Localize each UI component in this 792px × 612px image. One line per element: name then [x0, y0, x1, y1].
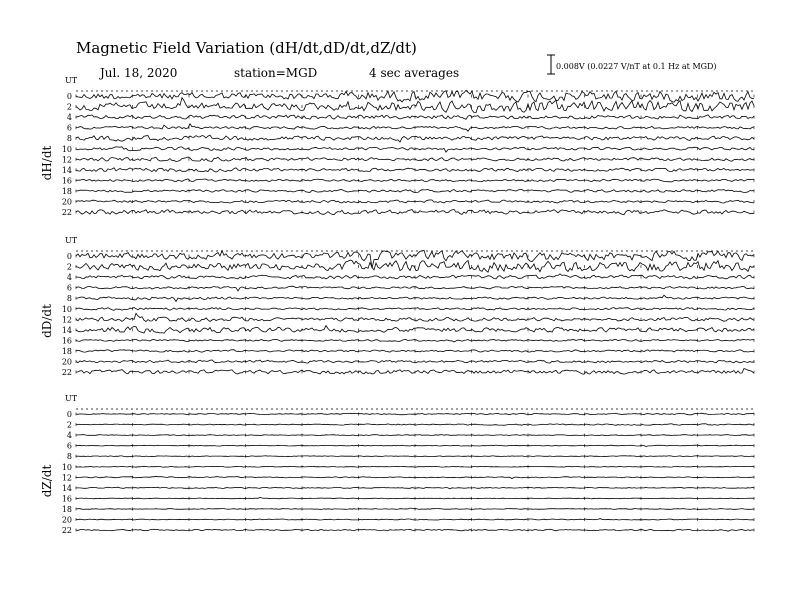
- hour-tick-label: 12: [61, 155, 72, 165]
- hour-tick-label: 4: [66, 431, 72, 441]
- hour-tick-label: 4: [66, 113, 72, 123]
- station-label: station=MGD: [234, 66, 318, 80]
- hour-tick-label: 14: [61, 165, 72, 175]
- scale-bar-label: 0.008V (0.0227 V/nT at 0.1 Hz at MGD): [556, 62, 717, 71]
- hour-tick-label: 22: [61, 208, 72, 218]
- hour-tick-label: 12: [61, 315, 72, 325]
- hour-tick-label: 18: [61, 504, 72, 514]
- hour-tick-label: 20: [61, 515, 72, 525]
- hour-tick-label: 14: [61, 483, 72, 493]
- hour-tick-label: 8: [66, 294, 72, 304]
- hour-tick-label: 18: [61, 186, 72, 196]
- hour-tick-label: 10: [61, 304, 72, 314]
- hour-tick-label: 18: [61, 346, 72, 356]
- hour-tick-label: 16: [61, 494, 72, 504]
- panel-dD-dt: [40, 236, 754, 377]
- date-label: Jul. 18, 2020: [100, 66, 178, 80]
- y-axis-label: dD/dt: [40, 304, 54, 338]
- y-axis-label: dZ/dt: [40, 464, 54, 498]
- hour-tick-label: 12: [61, 473, 72, 483]
- hour-tick-label: 10: [61, 144, 72, 154]
- hour-tick-label: 2: [66, 420, 72, 430]
- chart-title: Magnetic Field Variation (dH/dt,dD/dt,dZ/dt): [76, 39, 417, 57]
- hour-tick-label: 6: [66, 123, 72, 133]
- hour-tick-label: 8: [66, 452, 72, 462]
- hour-tick-label: 16: [61, 336, 72, 346]
- hour-tick-label: 14: [61, 325, 72, 335]
- hour-tick-label: 4: [66, 273, 72, 283]
- hour-tick-label: 2: [66, 102, 72, 112]
- averaging-label: 4 sec averages: [369, 66, 460, 80]
- hour-tick-label: 0: [66, 410, 72, 419]
- hour-tick-label: 22: [61, 368, 72, 378]
- hour-tick-label: 16: [61, 176, 72, 186]
- scale-bar: [547, 55, 717, 74]
- hour-tick-label: 6: [66, 283, 72, 293]
- hour-tick-label: 0: [66, 92, 72, 101]
- hour-tick-label: 22: [61, 526, 72, 536]
- ut-label: UT: [65, 76, 78, 85]
- hour-tick-label: 20: [61, 357, 72, 367]
- hour-tick-label: 6: [66, 441, 72, 451]
- hour-tick-label: 2: [66, 262, 72, 272]
- hour-tick-label: 20: [61, 197, 72, 207]
- panels-group: [40, 76, 754, 535]
- hour-tick-label: 0: [66, 252, 72, 261]
- hour-tick-label: 8: [66, 134, 72, 144]
- panel-dH-dt: [40, 76, 754, 217]
- panel-dZ-dt: [40, 394, 754, 535]
- y-axis-label: dH/dt: [40, 145, 54, 181]
- ut-label: UT: [65, 394, 78, 403]
- hour-tick-label: 10: [61, 462, 72, 472]
- ut-label: UT: [65, 236, 78, 245]
